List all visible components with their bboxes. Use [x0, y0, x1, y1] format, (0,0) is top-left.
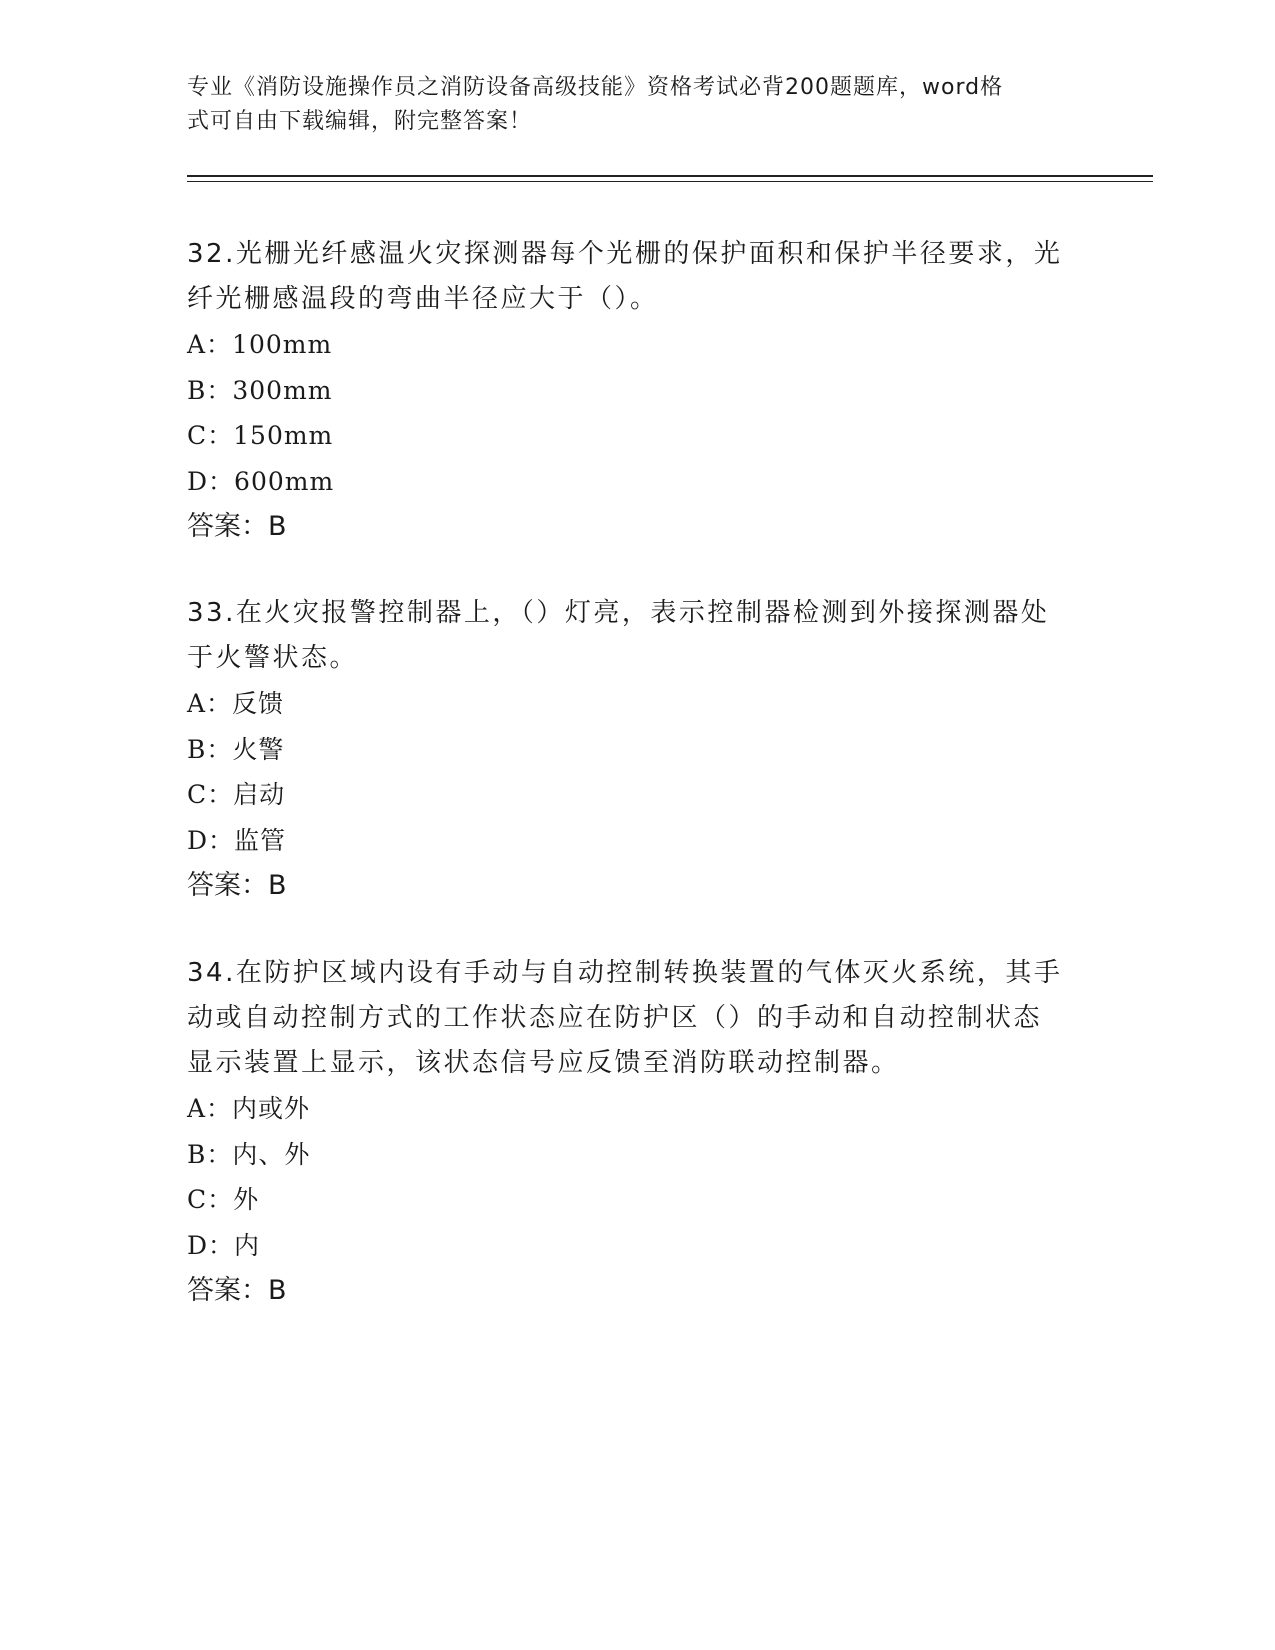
header-line-2: 式可自由下载编辑，附完整答案！: [187, 109, 533, 134]
question-34: [187, 951, 1087, 1313]
option-c: C：启动: [187, 780, 286, 809]
option-d: D：监管: [187, 825, 287, 855]
option-d: D：600mm: [187, 466, 335, 496]
question-32: [187, 232, 1087, 549]
document-header: [187, 71, 1067, 139]
option-c: C：外: [187, 1185, 260, 1214]
option-a: A：100mm: [187, 330, 333, 359]
option-c: C：150mm: [187, 421, 334, 450]
question-33: [187, 591, 1087, 908]
answer: 答案：B: [187, 511, 287, 542]
question-text-line: 动或自动控制方式的工作状态应在防护区（）的手动和自动控制状态: [187, 1003, 1043, 1033]
question-text-line: 纤光栅感温段的弯曲半径应大于（）。: [187, 284, 659, 314]
question-text-line: 于火警状态。: [187, 643, 359, 673]
option-b: B：300mm: [187, 375, 333, 405]
option-b: B：内、外: [187, 1139, 311, 1169]
option-a: A：反馈: [187, 689, 285, 718]
header-divider: [187, 175, 1153, 177]
question-text-line: 33.在火灾报警控制器上，（）灯亮，表示控制器检测到外接探测器处: [187, 598, 1050, 628]
header-divider-thin: [187, 181, 1153, 182]
question-text-line: 显示装置上显示，该状态信号应反馈至消防联动控制器。: [187, 1048, 900, 1078]
option-a: A：内或外: [187, 1094, 311, 1123]
question-text-line: 34.在防护区域内设有手动与自动控制转换装置的气体灭火系统，其手: [187, 958, 1063, 988]
question-text-line: 32.光栅光纤感温火灾探测器每个光栅的保护面积和保护半径要求，光: [187, 239, 1063, 269]
option-d: D：内: [187, 1230, 261, 1260]
option-b: B：火警: [187, 734, 285, 764]
header-line-1: 专业《消防设施操作员之消防设备高级技能》资格考试必背200题题库，word格: [187, 75, 1004, 100]
answer: 答案：B: [187, 870, 287, 901]
answer: 答案：B: [187, 1275, 287, 1306]
